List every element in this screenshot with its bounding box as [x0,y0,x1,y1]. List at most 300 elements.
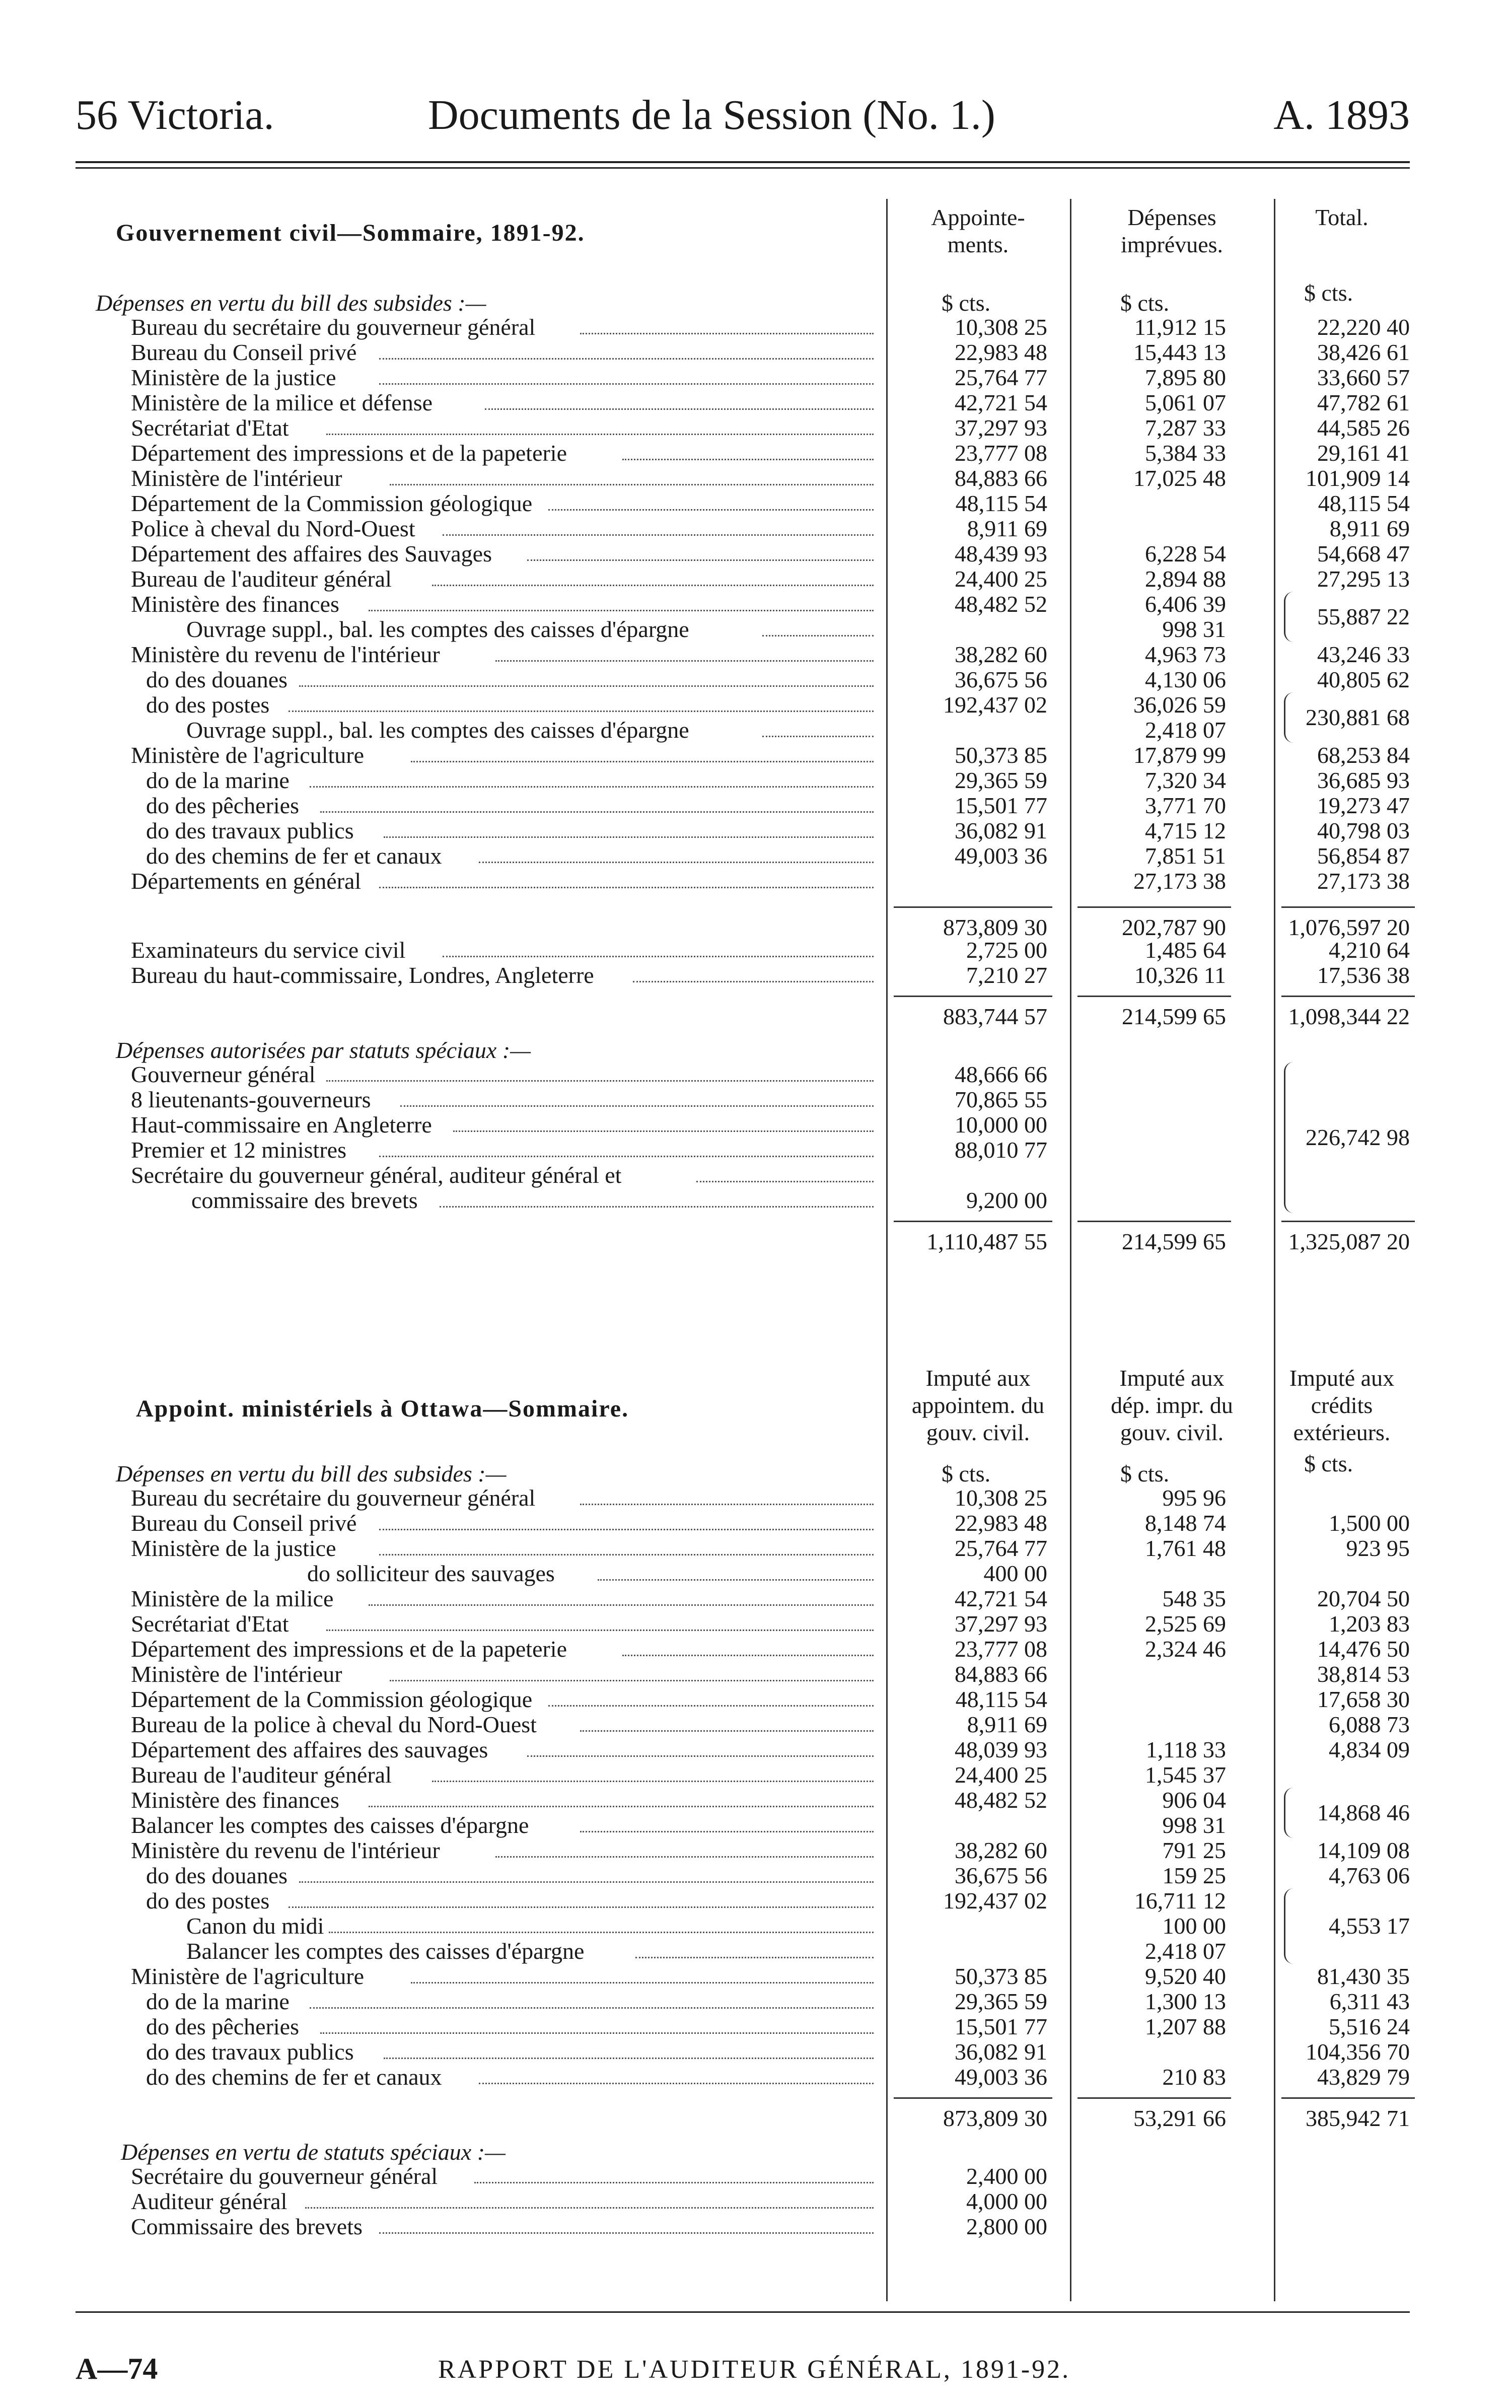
value-col-1: 10,308 25 [955,1485,1047,1511]
table-row [76,642,1410,667]
table-row [76,1087,1410,1112]
sum-rule [1077,906,1231,908]
table-row [76,1838,1410,1863]
row-label: Bureau du Conseil privé [131,1511,357,1536]
value-col-1: 192,437 02 [943,692,1047,718]
total-col-3: 1,325,087 20 [1288,1229,1410,1254]
value-col-2: 7,895 80 [1145,365,1226,390]
dot-leader [411,1964,874,1984]
value-col-1: 48,482 52 [955,591,1047,617]
value-col-1: 37,297 93 [955,415,1047,441]
table-row [76,1813,1410,1838]
table-row [76,2214,1410,2239]
units-label-1: $ cts. [942,290,991,316]
row-label: Canon du midi [186,1914,324,1939]
dot-leader [329,1914,874,1933]
value-col-3: 8,911 69 [1329,516,1410,541]
subsection-heading: Dépenses en vertu du bill des subsides :— [96,290,486,316]
table-row [76,793,1410,818]
row-label: Bureau de l'auditeur général [131,1762,392,1788]
sum-rule [1281,2097,1415,2099]
value-col-1: 49,003 36 [955,2064,1047,2090]
subsection-heading-2: Dépenses autorisées par statuts spéciaux :— [116,1037,531,1063]
dot-leader [440,1188,874,1208]
value-col-1: 15,501 77 [955,793,1047,818]
dot-leader [390,1662,874,1681]
value-col-2: 998 31 [1162,616,1226,642]
value-col-1: 38,282 60 [955,642,1047,667]
brace-finances: 55,887 22 [1317,604,1410,629]
section-title: Appoint. ministériels à Ottawa—Sommaire. [136,1395,629,1422]
value-col-3: 17,536 38 [1317,962,1410,988]
row-label: Ministère du revenu de l'intérieur [131,642,440,667]
dot-leader [379,1536,874,1555]
brace-statutes-shape [1284,1062,1293,1213]
value-col-2: 4,130 06 [1145,667,1226,692]
value-col-3: 81,430 35 [1317,1963,1410,1989]
row-label: Haut-commissaire en Angleterre [131,1112,432,1138]
row-label: Ministère de l'intérieur [131,466,342,491]
table-row [76,843,1410,869]
value-col-1: 192,437 02 [943,1888,1047,1914]
sum-rule [1077,1221,1231,1222]
row-label: Département des affaires des sauvages [131,1737,488,1762]
value-col-2: 36,026 59 [1133,692,1226,718]
dot-leader [485,390,874,410]
value-col-1: 7,210 27 [966,962,1047,988]
brace-finances-shape [1284,592,1293,642]
column-header-3: Imputé aux crédits extérieurs. [1289,1365,1395,1445]
sum-rule [1281,1221,1415,1222]
table-row [76,1561,1410,1586]
table-row [76,1485,1410,1511]
column-header-3: Total. [1315,204,1369,230]
table-row [76,1762,1410,1788]
dot-leader [762,718,874,737]
value-col-1: 48,115 54 [955,1686,1047,1712]
value-col-3: 14,476 50 [1317,1636,1410,1662]
dot-leader [379,1511,874,1530]
table-row [76,2039,1410,2065]
value-col-2: 1,485 64 [1145,937,1226,963]
row-label: do des pêcheries [146,2014,299,2039]
table-row [76,1511,1410,1536]
dot-leader [369,1586,874,1606]
total-col-2: 202,787 90 [1122,914,1226,940]
row-label: Bureau du Conseil privé [131,340,357,365]
value-col-2: 1,761 48 [1145,1535,1226,1561]
dot-leader [369,592,874,611]
dot-leader [390,466,874,485]
total-col-1: 1,110,487 55 [926,1229,1047,1254]
value-col-2: 1,545 37 [1145,1762,1226,1788]
row-label: Bureau du secrétaire du gouverneur général [131,1485,536,1511]
dot-leader [432,1762,874,1782]
brace-postes-shape [1284,692,1293,743]
row-label: Auditeur général [131,2189,287,2214]
dot-leader [305,2189,874,2209]
brace-postes-2-shape [1284,1888,1293,1964]
dot-leader [411,743,874,762]
page-reference: A—74 [76,2352,158,2385]
value-col-2: 17,879 99 [1133,742,1226,768]
dot-leader [379,340,874,360]
table-row [76,818,1410,843]
table-row [76,617,1410,642]
dot-leader [762,617,874,636]
sum-rule [1077,2097,1231,2099]
value-col-3: 6,311 43 [1329,1989,1410,2014]
header-rule [76,161,1410,163]
value-col-1: 48,482 52 [955,1787,1047,1813]
table-row [76,466,1410,491]
dot-leader [527,1737,874,1757]
dot-leader [400,1087,874,1107]
dot-leader [479,843,874,863]
value-col-3: 56,854 87 [1317,843,1410,869]
table-row [76,516,1410,541]
value-col-1: 22,983 48 [955,1510,1047,1536]
row-label: Ministère de la milice et défense [131,390,433,415]
total-col-1: 873,809 30 [943,2105,1047,2131]
table-row [76,1138,1410,1163]
value-col-3: 38,814 53 [1317,1661,1410,1687]
row-label: Ouvrage suppl., bal. les comptes des caisses d'épargne [186,718,689,743]
table-row [76,743,1410,768]
value-col-2: 1,118 33 [1145,1737,1226,1762]
value-col-2: 791 25 [1162,1837,1226,1863]
row-label: Secrétaire du gouverneur général [131,2164,438,2189]
dot-leader [474,2164,874,2183]
row-label: do des postes [146,692,270,718]
table-row [76,1611,1410,1637]
value-col-2: 995 96 [1162,1485,1226,1511]
dot-leader [299,667,874,687]
value-col-3: 38,426 61 [1317,339,1410,365]
dot-leader [320,793,874,813]
total-col-3: 385,942 71 [1306,2105,1410,2131]
value-col-3: 48,115 54 [1318,490,1410,516]
row-label: Département des affaires des Sauvages [131,541,492,566]
value-col-1: 22,983 48 [955,339,1047,365]
dot-leader [379,1138,874,1157]
value-col-1: 2,725 00 [966,937,1047,963]
row-label: Balancer les comptes des caisses d'épargne [131,1813,529,1838]
dot-leader [379,869,874,888]
row-label: Gouverneur général [131,1062,316,1087]
total-col-2: 214,599 65 [1122,1004,1226,1029]
value-col-1: 15,501 77 [955,2014,1047,2039]
value-col-1: 50,373 85 [955,1963,1047,1989]
row-label: do des douanes [146,1863,288,1888]
value-col-1: 48,039 93 [955,1737,1047,1762]
sum-rule [894,906,1052,908]
value-col-3: 104,356 70 [1306,2039,1410,2065]
table-row [76,938,1410,963]
value-col-1: 88,010 77 [955,1137,1047,1163]
dot-leader [598,1561,874,1581]
row-label: do des postes [146,1888,270,1914]
table-row [76,2065,1410,2090]
dot-leader [443,938,874,957]
row-label: 8 lieutenants-gouverneurs [131,1087,371,1112]
value-col-1: 25,764 77 [955,365,1047,390]
subsection-heading: Dépenses en vertu du bill des subsides :— [116,1461,507,1486]
dot-leader [326,1062,874,1082]
table-row [76,1712,1410,1737]
dot-leader [320,2014,874,2034]
row-label: Examinateurs du service civil [131,938,406,963]
row-label: Département des impressions et de la papeterie [131,1637,567,1662]
value-col-1: 23,777 08 [955,1636,1047,1662]
table-row [76,566,1410,592]
dot-leader [432,566,874,586]
value-col-1: 84,883 66 [955,1661,1047,1687]
row-label: Balancer les comptes des caisses d'épargne [186,1939,585,1964]
table-row [76,1964,1410,1989]
table-row [76,1788,1410,1813]
row-label: Bureau de la police à cheval du Nord-Ouest [131,1712,537,1737]
table-row [76,1062,1410,1087]
dot-leader [495,642,874,662]
total-row [76,2103,1410,2134]
value-col-2: 159 25 [1162,1863,1226,1888]
value-col-2: 1,207 88 [1145,2014,1226,2039]
value-col-3: 29,161 41 [1317,440,1410,466]
row-label: Bureau du secrétaire du gouverneur général [131,315,536,340]
value-col-1: 38,282 60 [955,1837,1047,1863]
brace-statutes: 226,742 98 [1306,1124,1410,1150]
row-label: do des travaux publics [146,818,354,843]
total-col-3: 1,098,344 22 [1288,1004,1410,1029]
dot-leader [310,768,874,788]
dot-leader [580,1813,874,1832]
row-label: Secrétaire du gouverneur général, auditeur général et [131,1163,622,1188]
table-row [76,667,1410,692]
row-label: Ministère de l'agriculture [131,1964,365,1989]
row-label: Premier et 12 ministres [131,1138,346,1163]
column-header-2: Dépenses imprévues. [1120,204,1223,257]
running-head [76,91,1410,146]
value-col-1: 36,082 91 [955,2039,1047,2065]
row-label: Ministère de la milice [131,1586,334,1611]
section-title: Gouvernement civil—Sommaire, 1891-92. [116,220,585,246]
value-col-2: 3,771 70 [1145,793,1226,818]
value-col-1: 10,000 00 [955,1112,1047,1138]
brace-finances-2-shape [1284,1788,1293,1838]
value-col-1: 8,911 69 [967,516,1047,541]
value-col-1: 4,000 00 [966,2188,1047,2214]
value-col-2: 4,715 12 [1145,818,1226,843]
dot-leader [326,1611,874,1631]
value-col-3: 27,173 38 [1317,868,1410,894]
table-row [76,541,1410,566]
row-label: do solliciteur des sauvages [307,1561,555,1586]
value-col-3: 14,109 08 [1317,1837,1410,1863]
page-footer [76,2352,1410,2397]
units-label-3: $ cts. [1304,1451,1353,1476]
value-col-2: 2,525 69 [1145,1611,1226,1637]
report-title: RAPPORT DE L'AUDITEUR GÉNÉRAL, 1891-92. [438,2355,1071,2384]
table-row [76,1637,1410,1662]
table-row [76,1112,1410,1138]
row-label: do de la marine [146,1989,290,2014]
value-col-1: 49,003 36 [955,843,1047,869]
dot-leader [696,1163,874,1182]
value-col-1: 2,800 00 [966,2214,1047,2239]
value-col-3: 4,210 64 [1329,937,1410,963]
row-label: Secrétariat d'Etat [131,415,289,441]
value-col-2: 7,287 33 [1145,415,1226,441]
value-col-3: 33,660 57 [1317,365,1410,390]
value-col-2: 8,148 74 [1145,1510,1226,1536]
total-col-1: 873,809 30 [943,914,1047,940]
value-col-1: 70,865 55 [955,1087,1047,1112]
brace-postes: 230,881 68 [1306,704,1410,730]
table-row [76,1914,1410,1939]
dot-leader [453,1112,874,1132]
table-row [76,491,1410,516]
value-col-3: 923 95 [1346,1535,1410,1561]
total-col-1: 883,744 57 [943,1004,1047,1029]
value-col-3: 1,500 00 [1329,1510,1410,1536]
value-col-2: 5,384 33 [1145,440,1226,466]
table-row [76,315,1410,340]
value-col-2: 2,324 46 [1145,1636,1226,1662]
total-row [76,1002,1410,1032]
dot-leader [633,963,874,982]
dot-leader [310,1989,874,2009]
row-label: Ministère des finances [131,592,339,617]
table-row [76,2164,1410,2189]
value-col-2: 100 00 [1162,1913,1226,1939]
value-col-1: 25,764 77 [955,1535,1047,1561]
table-row [76,390,1410,415]
dot-leader [580,1485,874,1505]
value-col-1: 29,365 59 [955,767,1047,793]
table-row [76,365,1410,390]
value-col-3: 43,829 79 [1317,2064,1410,2090]
header-year: A. 1893 [1273,92,1410,138]
value-col-3: 40,805 62 [1317,667,1410,692]
row-label: do des travaux publics [146,2039,354,2065]
row-label: Ouvrage suppl., bal. les comptes des caisses d'épargne [186,617,689,642]
table-row [76,1989,1410,2014]
row-label: Département des impressions et de la papeterie [131,441,567,466]
subsection-heading-2: Dépenses en vertu de statuts spéciaux :— [121,2139,506,2165]
sum-rule [894,1221,1052,1222]
table-row [76,1163,1410,1188]
row-label: do des chemins de fer et canaux [146,2065,442,2090]
column-header-1: Imputé aux appointem. du gouv. civil. [911,1365,1045,1445]
dot-leader [379,365,874,385]
units-label-1: $ cts. [942,1461,991,1486]
value-col-2: 27,173 38 [1133,868,1226,894]
dot-leader [495,1838,874,1858]
value-col-1: 37,297 93 [955,1611,1047,1637]
header-title: Documents de la Session (No. 1.) [428,92,995,138]
column-header-2: Imputé aux dép. impr. du gouv. civil. [1111,1365,1233,1445]
row-label: Ministère de la justice [131,365,336,390]
value-col-2: 2,418 07 [1145,717,1226,743]
value-col-1: 48,439 93 [955,541,1047,566]
table-row [76,592,1410,617]
value-col-1: 42,721 54 [955,1586,1047,1611]
value-col-3: 17,658 30 [1317,1686,1410,1712]
table-row [76,1939,1410,1964]
row-label: Ministère de l'intérieur [131,1662,342,1687]
value-col-3: 27,295 13 [1317,566,1410,592]
value-col-3: 43,246 33 [1317,642,1410,667]
value-col-3: 54,668 47 [1317,541,1410,566]
footer-rule [76,2311,1410,2313]
table-row [76,1687,1410,1712]
value-col-2: 5,061 07 [1145,390,1226,415]
value-col-3: 22,220 40 [1317,314,1410,340]
value-col-3: 4,834 09 [1329,1737,1410,1762]
row-label: do des pêcheries [146,793,299,818]
brace-postes-2: 4,553 17 [1329,1913,1410,1939]
table-row [76,340,1410,365]
row-label: Police à cheval du Nord-Ouest [131,516,415,541]
table-row [76,1888,1410,1914]
value-col-2: 998 31 [1162,1812,1226,1838]
units-label-3: $ cts. [1304,280,1353,306]
row-label: Département de la Commission géologique [131,1687,533,1712]
value-col-2: 4,963 73 [1145,642,1226,667]
value-col-3: 68,253 84 [1317,742,1410,768]
units-label-2: $ cts. [1120,1461,1170,1486]
table-row [76,1586,1410,1611]
header-rule-2 [76,167,1410,169]
table-row [76,1662,1410,1687]
row-label: commissaire des brevets [191,1188,418,1213]
value-col-3: 6,088 73 [1329,1712,1410,1737]
value-col-2: 15,443 13 [1133,339,1226,365]
dot-leader [580,1712,874,1732]
value-col-2: 2,894 88 [1145,566,1226,592]
value-col-2: 6,406 39 [1145,591,1226,617]
value-col-3: 40,798 03 [1317,818,1410,843]
dot-leader [289,1888,874,1908]
value-col-2: 906 04 [1162,1787,1226,1813]
table-row [76,2014,1410,2039]
table-row [76,2189,1410,2214]
dot-leader [622,1637,874,1656]
table-row [76,692,1410,718]
brace-finances-2: 14,868 46 [1317,1800,1410,1825]
row-label: Ministère de la justice [131,1536,336,1561]
dot-leader [384,818,874,838]
table-row [76,869,1410,894]
value-col-1: 10,308 25 [955,314,1047,340]
value-col-1: 24,400 25 [955,566,1047,592]
value-col-3: 47,782 61 [1317,390,1410,415]
value-col-2: 6,228 54 [1145,541,1226,566]
value-col-1: 24,400 25 [955,1762,1047,1788]
value-col-1: 9,200 00 [966,1187,1047,1213]
value-col-3: 4,763 06 [1329,1863,1410,1888]
dot-leader [479,2065,874,2084]
dot-leader [326,415,874,435]
value-col-2: 548 35 [1162,1586,1226,1611]
row-label: do des douanes [146,667,288,692]
value-col-1: 400 00 [983,1561,1047,1586]
value-col-1: 36,675 56 [955,1863,1047,1888]
value-col-2: 16,711 12 [1134,1888,1226,1914]
table-row [76,1188,1410,1213]
table-row [76,718,1410,743]
